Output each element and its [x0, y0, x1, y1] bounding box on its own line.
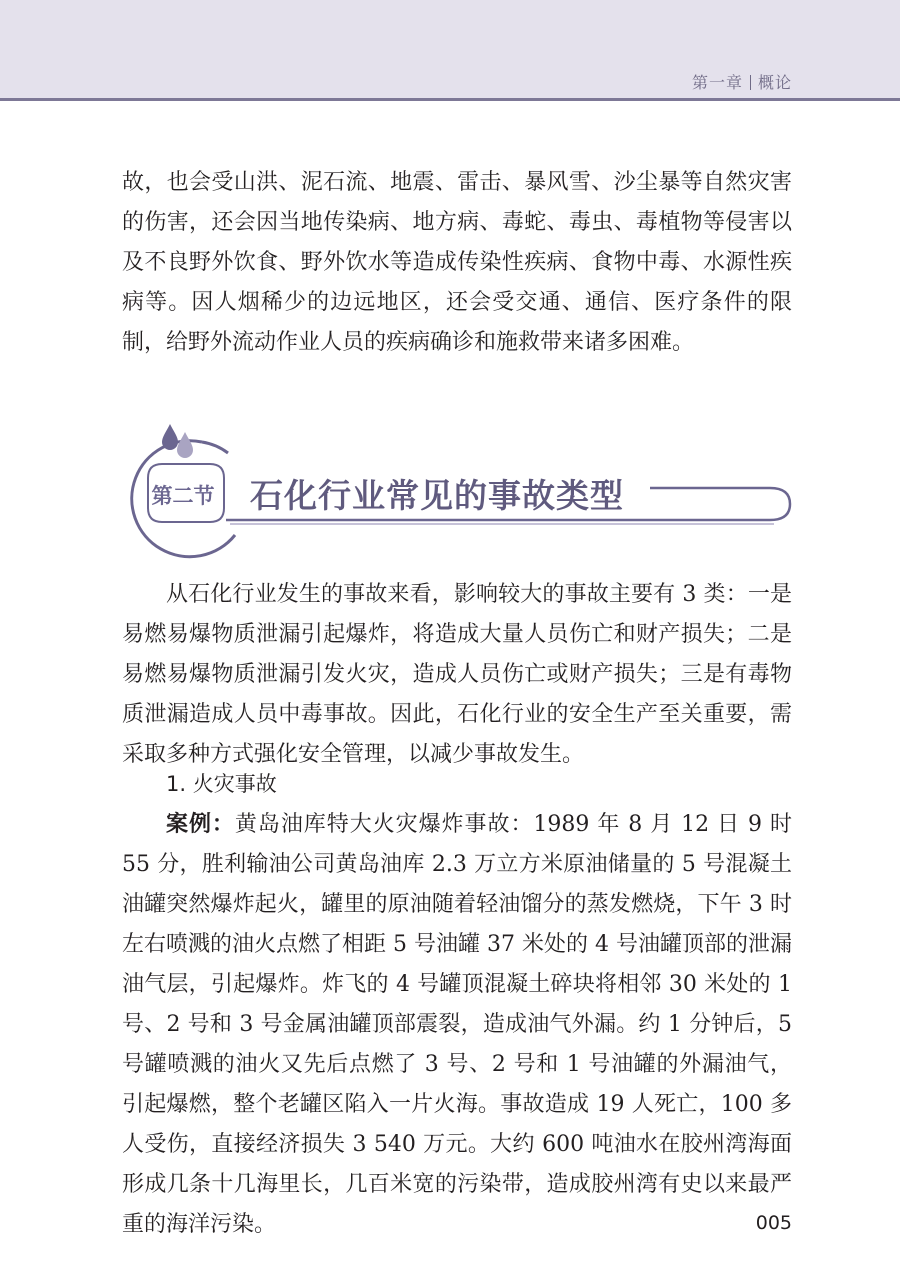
- subheading-fire-accident: 1. 火灾事故: [166, 772, 277, 796]
- section-title: 石化行业常见的事故类型: [250, 476, 624, 515]
- section-label: 第二节: [151, 484, 215, 508]
- intro-paragraph: 故，也会受山洪、泥石流、地震、雷击、暴风雪、沙尘暴等自然灾害的伤害，还会因当地传染病、地方病、毒蛇、毒虫、毒植物等侵害以及不良野外饮食、野外饮水等造成传染性疾病、食物中毒、水源性疾病等。因人烟稀少的边远地区，还会受交通、通信、医疗条件的限制，给野外流动作业人员的疾病确诊和施救带来诸多困难。: [122, 170, 792, 355]
- header-separator: [750, 75, 751, 90]
- section-paragraph: 从石化行业发生的事故来看，影响较大的事故主要有 3 类：一是易燃易爆物质泄漏引起爆炸，将造成大量人员伤亡和财产损失；二是易燃易爆物质泄漏引发火灾，造成人员伤亡或财产损失；三是有毒物质泄漏造成人员中毒事故。因此，石化行业的安全生产至关重要，需采取多种方式强化安全管理，以减少事故发生。: [122, 582, 792, 767]
- case-paragraph: [122, 805, 792, 1245]
- page-number: 005: [755, 1212, 792, 1234]
- chapter-title: 概论: [757, 73, 792, 92]
- running-head: [692, 70, 792, 93]
- case-lead: 案例：: [166, 812, 235, 837]
- droplet-icon: [162, 424, 178, 450]
- droplet-icon: [177, 432, 193, 458]
- section-heading: [110, 420, 800, 560]
- chapter-number: 第一章: [691, 73, 743, 92]
- case-text: 黄岛油库特大火灾爆炸事故：1989 年 8 月 12 日 9 时 55 分，胜利输油公司黄岛油库 2.3 万立方米原油储量的 5 号混凝土油罐突然爆炸起火，罐里的原油随着轻油馏分的蒸发燃烧，下午 3 时左右喷溅的油火点燃了相距 5 号油罐 37 米处的 4 号油罐顶部的泄漏油气层，引起爆炸。炸飞的 4 号罐顶混凝土碎块将相邻 30 米处的 1 号、2 号和 3 号金属油罐顶部震裂，造成油气外漏。约 1 分钟后，5 号罐喷溅的油火又先后点燃了 3 号、2 号和 1 号油罐的外漏油气，引起爆燃，整个老罐区陷入一片火海。事故造成 19 人死亡，100 多人受伤，直接经济损失 3 540 万元。大约 600 吨油水在胶州湾海面形成几条十几海里长，几百米宽的污染带，造成胶州湾有史以来最严重的海洋污染。: [122, 812, 792, 1237]
